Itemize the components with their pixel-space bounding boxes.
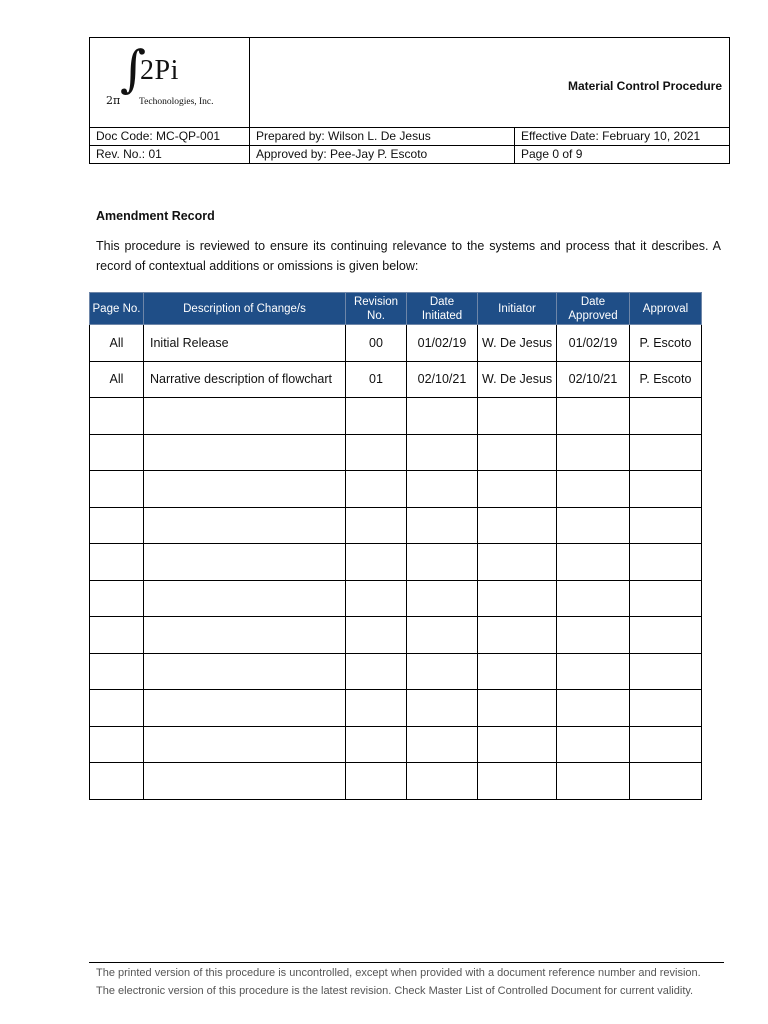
table-cell xyxy=(557,726,630,763)
effective-date: Effective Date: February 10, 2021 xyxy=(515,128,730,146)
table-cell xyxy=(478,690,557,727)
table-cell xyxy=(346,726,407,763)
table-row xyxy=(90,653,702,690)
approved-by: Approved by: Pee-Jay P. Escoto xyxy=(250,146,515,164)
table-cell xyxy=(346,617,407,654)
table-cell xyxy=(630,544,702,581)
table-cell xyxy=(557,507,630,544)
table-cell xyxy=(478,580,557,617)
table-cell xyxy=(407,726,478,763)
column-header: Date Approved xyxy=(557,293,630,325)
table-cell xyxy=(557,434,630,471)
table-cell xyxy=(346,690,407,727)
table-cell xyxy=(557,690,630,727)
table-cell xyxy=(630,580,702,617)
table-cell xyxy=(407,653,478,690)
table-cell: 01/02/19 xyxy=(557,325,630,362)
table-cell xyxy=(407,690,478,727)
table-cell xyxy=(144,434,346,471)
table-cell: Narrative description of flowchart xyxy=(144,361,346,398)
table-cell xyxy=(630,398,702,435)
table-cell xyxy=(90,617,144,654)
table-cell: P. Escoto xyxy=(630,361,702,398)
table-cell xyxy=(478,617,557,654)
table-cell xyxy=(478,434,557,471)
table-cell xyxy=(478,726,557,763)
table-cell xyxy=(90,726,144,763)
table-row xyxy=(90,763,702,800)
table-cell xyxy=(144,580,346,617)
table-cell xyxy=(630,763,702,800)
table-cell xyxy=(630,434,702,471)
table-row xyxy=(90,471,702,508)
footer-line-1: The printed version of this procedure is uncontrolled, except when provided with a document reference number and revision. xyxy=(96,967,701,979)
table-cell xyxy=(346,398,407,435)
footer-divider xyxy=(89,962,724,963)
table-cell xyxy=(144,617,346,654)
table-cell xyxy=(144,726,346,763)
table-cell xyxy=(407,544,478,581)
table-row xyxy=(90,726,702,763)
table-cell: 01 xyxy=(346,361,407,398)
section-title: Amendment Record xyxy=(96,209,215,223)
table-cell xyxy=(557,763,630,800)
table-cell xyxy=(557,617,630,654)
table-cell xyxy=(144,763,346,800)
table-cell xyxy=(346,507,407,544)
table-cell xyxy=(346,471,407,508)
table-cell xyxy=(144,507,346,544)
table-cell xyxy=(90,653,144,690)
table-cell: All xyxy=(90,325,144,362)
table-cell xyxy=(90,398,144,435)
table-row xyxy=(90,507,702,544)
table-cell xyxy=(478,471,557,508)
table-cell xyxy=(630,617,702,654)
table-cell xyxy=(144,398,346,435)
amendment-table xyxy=(89,292,702,800)
table-cell xyxy=(557,544,630,581)
table-cell xyxy=(630,690,702,727)
table-cell: Initial Release xyxy=(144,325,346,362)
column-header: Description of Change/s xyxy=(144,293,346,325)
prepared-by: Prepared by: Wilson L. De Jesus xyxy=(250,128,515,146)
doc-code: Doc Code: MC-QP-001 xyxy=(90,128,250,146)
table-row xyxy=(90,398,702,435)
table-cell: W. De Jesus xyxy=(478,361,557,398)
table-cell xyxy=(90,544,144,581)
table-cell xyxy=(346,580,407,617)
company-logo xyxy=(106,40,236,110)
table-body xyxy=(90,325,702,800)
table-row xyxy=(90,544,702,581)
table-row xyxy=(90,361,702,398)
table-cell xyxy=(407,617,478,654)
table-header-row xyxy=(90,293,702,325)
table-cell xyxy=(407,434,478,471)
page-number: Page 0 of 9 xyxy=(515,146,730,164)
table-row xyxy=(90,580,702,617)
table-cell: 00 xyxy=(346,325,407,362)
table-cell xyxy=(90,763,144,800)
logo-symbol: 2π xyxy=(106,94,121,107)
table-cell xyxy=(346,653,407,690)
intro-paragraph: This procedure is reviewed to ensure its continuing relevance to the systems and process that it describes. A record of contextual additions or omissions is given below: xyxy=(96,239,721,273)
integral-icon: ∫ xyxy=(120,40,147,98)
table-cell xyxy=(630,471,702,508)
table-cell xyxy=(144,544,346,581)
table-cell: 02/10/21 xyxy=(407,361,478,398)
table-cell xyxy=(90,690,144,727)
table-cell xyxy=(478,544,557,581)
table-cell xyxy=(144,690,346,727)
table-row xyxy=(90,434,702,471)
table-cell xyxy=(90,580,144,617)
table-cell xyxy=(407,580,478,617)
column-header: Approval xyxy=(630,293,702,325)
table-cell: All xyxy=(90,361,144,398)
document-title: Material Control Procedure xyxy=(250,38,730,128)
revision-number: Rev. No.: 01 xyxy=(90,146,250,164)
table-cell xyxy=(478,398,557,435)
table-row xyxy=(90,617,702,654)
table-cell: W. De Jesus xyxy=(478,325,557,362)
table-cell xyxy=(144,471,346,508)
table-cell xyxy=(346,763,407,800)
table-cell xyxy=(90,507,144,544)
table-cell xyxy=(557,398,630,435)
logo-cell xyxy=(90,38,250,128)
table-row xyxy=(90,690,702,727)
logo-brand: 2Pi xyxy=(140,55,179,86)
table-cell xyxy=(144,653,346,690)
footer xyxy=(96,964,736,1000)
table-cell: P. Escoto xyxy=(630,325,702,362)
column-header: Revision No. xyxy=(346,293,407,325)
table-cell xyxy=(630,726,702,763)
table-cell xyxy=(407,398,478,435)
table-cell xyxy=(557,653,630,690)
table-cell xyxy=(407,471,478,508)
table-cell xyxy=(557,471,630,508)
table-cell xyxy=(407,507,478,544)
table-cell xyxy=(478,653,557,690)
column-header: Date Initiated xyxy=(407,293,478,325)
table-cell xyxy=(478,763,557,800)
table-row xyxy=(90,325,702,362)
logo-company: Techonologies, Inc. xyxy=(139,97,214,107)
table-cell xyxy=(630,653,702,690)
table-cell xyxy=(478,507,557,544)
column-header: Initiator xyxy=(478,293,557,325)
footer-line-2: The electronic version of this procedure is the latest revision. Check Master List of Controlled Document for current validity. xyxy=(96,985,694,997)
table-cell xyxy=(90,434,144,471)
table-cell xyxy=(557,580,630,617)
table-cell xyxy=(90,471,144,508)
document-header xyxy=(89,37,730,164)
table-cell xyxy=(630,507,702,544)
table-cell xyxy=(346,544,407,581)
table-cell xyxy=(346,434,407,471)
table-cell: 02/10/21 xyxy=(557,361,630,398)
column-header: Page No. xyxy=(90,293,144,325)
table-cell: 01/02/19 xyxy=(407,325,478,362)
table-cell xyxy=(407,763,478,800)
